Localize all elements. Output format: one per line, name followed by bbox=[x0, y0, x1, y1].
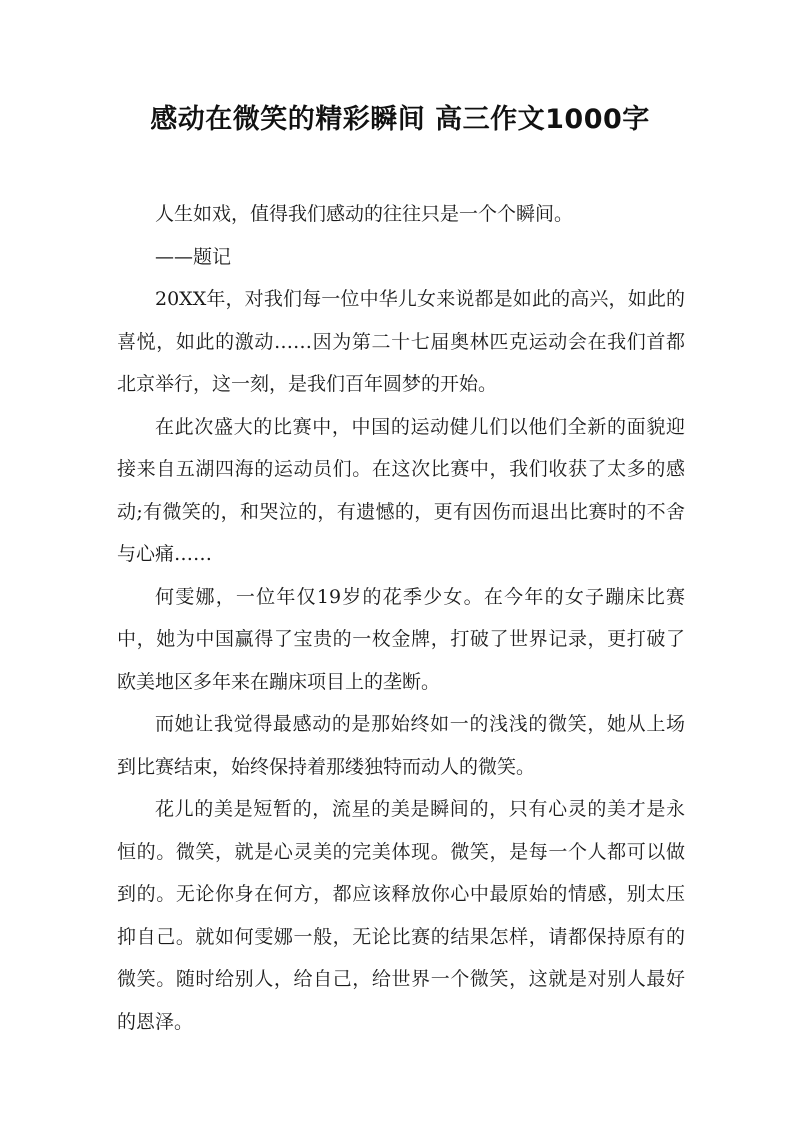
document-title: 感动在微笑的精彩瞬间 高三作文1000字 bbox=[150, 104, 650, 135]
paragraph-smile: 而她让我觉得最感动的是那始终如一的浅浅的微笑，她从上场到比赛结束，始终保持着那缕独特而动人的微笑。 bbox=[117, 713, 685, 778]
paragraph-conclusion: 花儿的美是短暂的，流星的美是瞬间的，只有心灵的美才是永恒的。微笑，就是心灵美的完美体现。微笑，是每一个人都可以做到的。无论你身在何方，都应该释放你心中最原始的情感，别太压抑自己。就如何雯娜一般，无论比赛的结果怎样，请都保持原有的微笑。随时给别人，给自己，给世界一个微笑，这就是对别人最好的恩泽。 bbox=[117, 798, 685, 1033]
paragraph-epigraph: 人生如戏，值得我们感动的往往只是一个个瞬间。 bbox=[155, 203, 574, 225]
paragraph-competition: 在此次盛大的比赛中，中国的运动健儿们以他们全新的面貌迎接来自五湖四海的运动员们。在这次比赛中，我们收获了太多的感动;有微笑的，和哭泣的，有遗憾的，更有因伤而退出比赛时的不舍与心痛…… bbox=[117, 415, 685, 565]
paragraph-intro: 20XX年，对我们每一位中华儿女来说都是如此的高兴，如此的喜悦，如此的激动……因为第二十七届奥林匹克运动会在我们首都北京举行，这一刻，是我们百年圆梦的开始。 bbox=[117, 288, 685, 395]
document-body bbox=[117, 193, 685, 1043]
paragraph-epigraph-attribution: ——题记 bbox=[155, 245, 232, 268]
paragraph-he-wenna: 何雯娜，一位年仅19岁的花季少女。在今年的女子蹦床比赛中，她为中国赢得了宝贵的一枚金牌，打破了世界记录，更打破了欧美地区多年来在蹦床项目上的垄断。 bbox=[117, 585, 685, 693]
